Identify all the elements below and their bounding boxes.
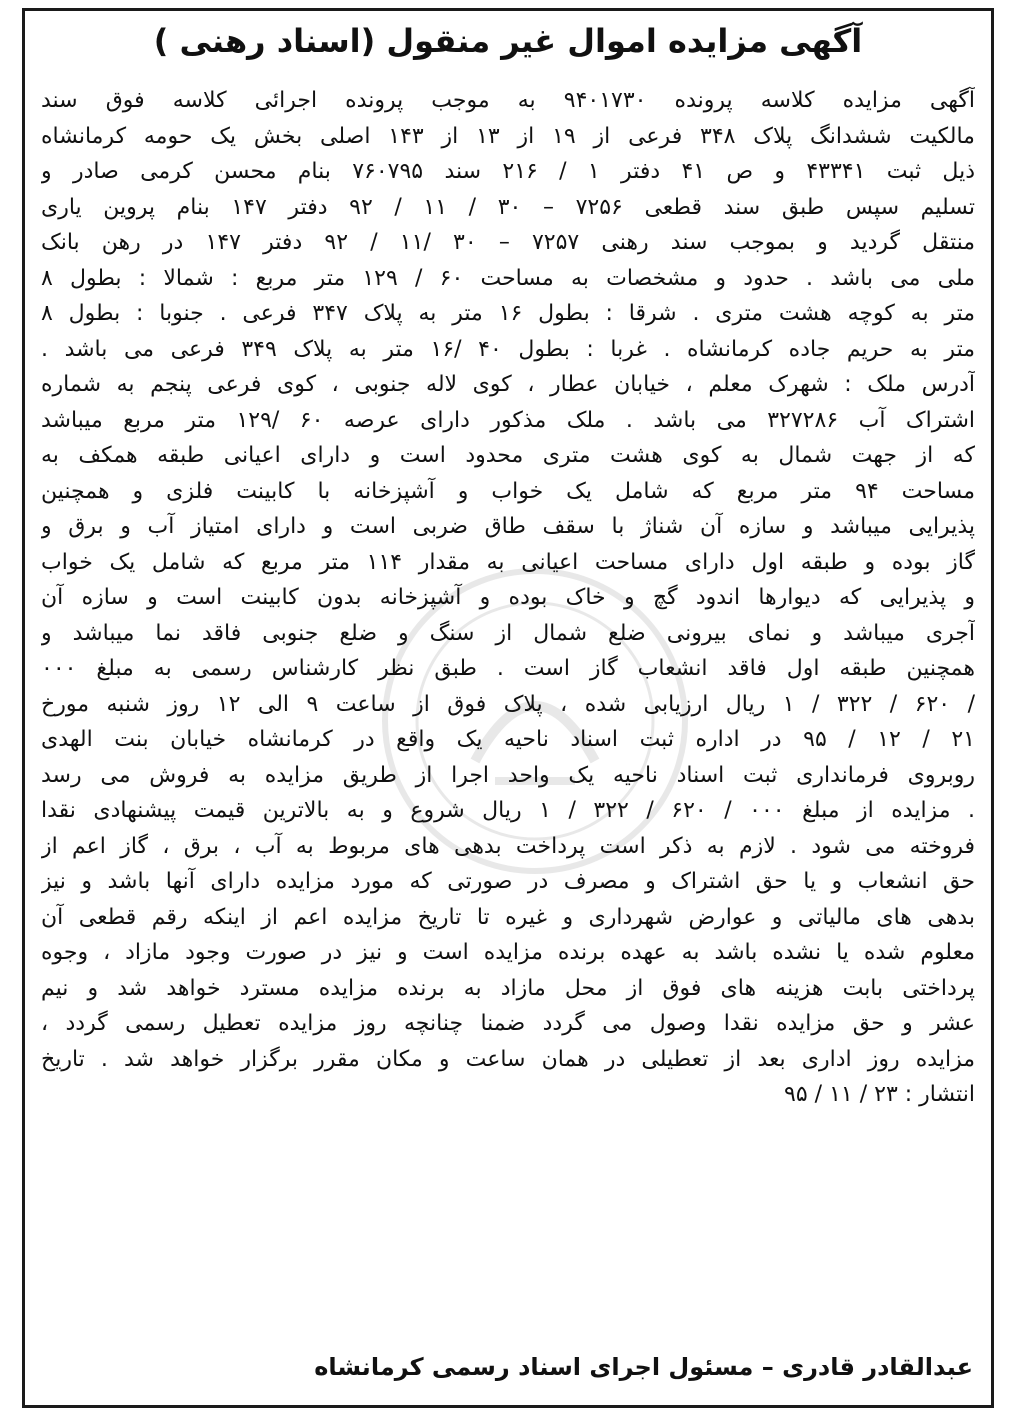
body-line: و پذیرایی که دیوارها اندود گچ و خاک بوده و آشپزخانه بدون کابینت است و سازه آن xyxy=(41,585,975,610)
body-line: . مزایده از مبلغ ۰۰۰ / ۶۲۰ / ۳۲۲ / ۱ ریال شروع و به بالاترین قیمت پیشنهادی نقدا xyxy=(41,798,975,823)
body-line: ۲۱ / ۱۲ / ۹۵ در اداره ثبت اسناد ناحیه یک واقع در کرمانشاه خیابان بنت الهدی xyxy=(41,727,975,752)
body-line: مساحت ۹۴ متر مربع که شامل یک خواب و آشپزخانه با کابینت فلزی و همچنین xyxy=(41,478,975,504)
body-line: آدرس ملک : شهرک معلم ، خیابان عطار ، کوی لاله جنوبی ، کوی فرعی پنجم به شماره xyxy=(41,372,975,397)
body-line: متر به کوچه هشت متری . شرقا : بطول ۱۶ متر به پلاک ۳۴۷ فرعی . جنوبا : بطول ۸ xyxy=(41,301,975,326)
body-line: متر به حریم جاده کرمانشاه . غربا : بطول ۴۰ /۱۶ متر به پلاک ۳۴۹ فرعی می باشد . xyxy=(41,336,975,362)
body-line: فروخته می شود . لازم به ذکر است پرداخت بدهی های مربوط به آب ، برق ، گاز اعم از xyxy=(41,833,975,859)
body-line: ملی می باشد . حدود و مشخصات به مساحت ۶۰ / ۱۲۹ متر مربع : شمالا : بطول ۸ xyxy=(41,265,975,291)
body-line: معلوم شده یا نشده باشد به عهده برنده مزایده است و نیز در صورت وجود مازاد ، وجوه xyxy=(41,940,975,965)
body-line: همچنین طبقه اول فاقد انشعاب گاز است . طبق نظر کارشناس رسمی به مبلغ ۰۰۰ xyxy=(41,656,975,681)
body-line: حق انشعاب و یا حق اشتراک و مصرف در صورتی که مورد مزایده دارای آنها باشد و نیز xyxy=(41,869,975,894)
body-line: که از جهت شمال به کوی هشت متری محدود است و دارای اعیانی طبقه همکف به xyxy=(41,443,975,468)
body-line: پرداختی بابت هزینه های فوق از محل مازاد به برنده مزایده مسترد خواهد شد و نیم xyxy=(41,975,975,1001)
body-line: منتقل گردید و بموجب سند رهنی ۷۲۵۷ – ۳۰ /۱۱ / ۹۲ دفتر ۱۴۷ در رهن بانک xyxy=(41,230,975,255)
body-line: آجری میباشد و نمای بیرونی ضلع شمال از سنگ و ضلع جنوبی فاقد نما میباشد و xyxy=(41,620,975,646)
body-line: مالکیت ششدانگ پلاک ۳۴۸ فرعی از ۱۹ از ۱۳ از ۱۴۳ اصلی بخش یک حومه کرمانشاه xyxy=(41,123,975,149)
notice-body xyxy=(41,83,975,1113)
body-line: گاز بوده و طبقه اول دارای مساحت اعیانی به مقدار ۱۱۴ متر مربع که شامل یک خواب xyxy=(41,549,975,575)
body-line: عشر و حق مزایده نقدا وصول می گردد ضمنا چنانچه روز مزایده تعطیل رسمی گردد ، xyxy=(41,1011,975,1036)
body-line: تسلیم سپس طبق سند قطعی ۷۲۵۶ – ۳۰ / ۱۱ / ۹۲ دفتر ۱۴۷ بنام پروین یاری xyxy=(41,194,975,220)
body-line: بدهی های مالیاتی و عوارض شهرداری و غیره تا تاریخ مزایده اعم از اینکه رقم قطعی آن xyxy=(41,904,975,930)
body-line: پذیرایی میباشد و سازه آن شناژ با سقف طاق ضربی است و دارای امتیاز آب و برق و xyxy=(41,514,975,539)
notice-signature: عبدالقادر قادری – مسئول اجرای اسناد رسمی کرمانشاه xyxy=(314,1353,973,1381)
body-line-publish-date: انتشار : ۲۳ / ۱۱ / ۹۵ xyxy=(784,1082,975,1107)
body-line: مزایده روز اداری بعد از تعطیلی در همان ساعت و مکان مقرر برگزار خواهد شد . تاریخ xyxy=(41,1046,975,1072)
body-line: ذیل ثبت ۴۳۳۴۱ و ص ۴۱ دفتر ۱ / ۲۱۶ سند ۷۶۰۷۹۵ بنام محسن کرمی صادر و xyxy=(41,159,975,184)
body-line: اشتراک آب ۳۲۷۲۸۶ می باشد . ملک مذکور دارای عرصه ۶۰ /۱۲۹ متر مربع میباشد xyxy=(41,407,975,433)
auction-notice xyxy=(22,8,994,1408)
body-line: / ۶۲۰ / ۳۲۲ / ۱ ریال ارزیابی شده ، پلاک فوق از ساعت ۹ الی ۱۲ روز شنبه مورخ xyxy=(41,691,975,717)
body-line: آگهی مزایده کلاسه پرونده ۹۴۰۱۷۳۰ به موجب پرونده اجرائی کلاسه فوق سند xyxy=(41,88,975,113)
notice-title: آگهی مزایده اموال غیر منقول (اسناد رهنی ) xyxy=(153,22,863,60)
body-line: روبروی فرمانداری ثبت اسناد ناحیه یک واحد اجرا از طریق مزایده به فروش می رسد xyxy=(41,762,975,788)
